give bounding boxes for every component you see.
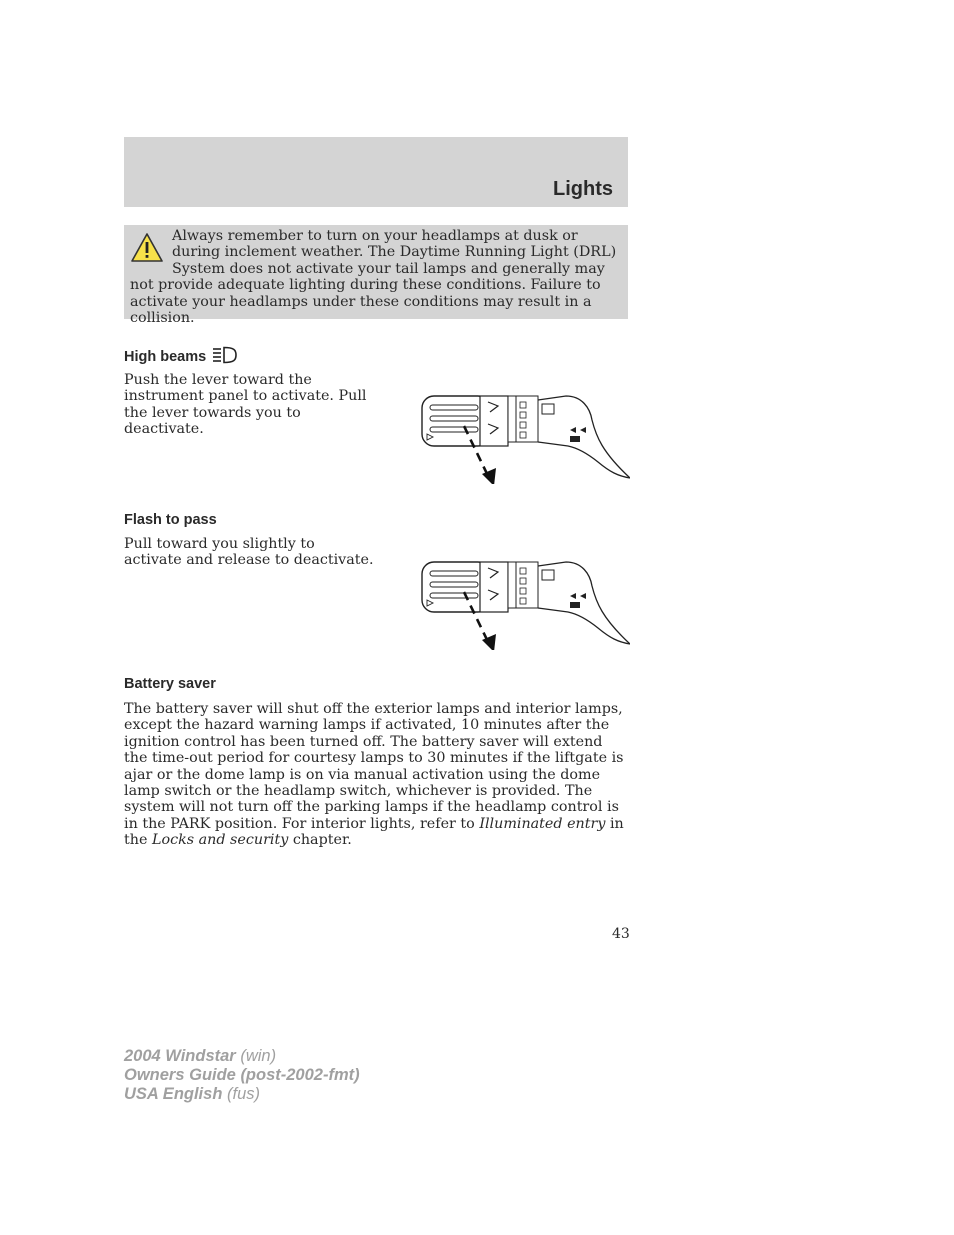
footer-line-2: [124, 1066, 360, 1085]
locks-and-security-reference: Locks and security: [151, 832, 289, 849]
battery-saver-heading: Battery saver: [124, 676, 216, 692]
footer-guide: Owners Guide (post-2002-fmt): [124, 1066, 360, 1084]
battery-saver-text-part2: in the: [124, 815, 624, 849]
flash-to-pass-heading: Flash to pass: [124, 512, 217, 528]
illuminated-entry-reference: Illuminated entry: [479, 815, 606, 832]
battery-saver-text: [124, 701, 628, 849]
page-number: 43: [612, 926, 630, 942]
lever-diagram-high-beams: [418, 392, 630, 484]
warning-triangle-icon: [130, 231, 164, 265]
flash-to-pass-text: Pull toward you slightly to activate and release to deactivate.: [124, 536, 374, 569]
warning-text: Always remember to turn on your headlamps at dusk or during inclement weather. The Daytime Running Light (DRL) System does not activate your tail lamps and generally may not provide adequate lighting during these conditions. Failure to activate your headlamps under these conditions may result in a collision.: [130, 228, 617, 327]
footer-line-1: [124, 1047, 360, 1066]
high-beam-icon: [212, 346, 238, 364]
footer-model: 2004 Windstar: [124, 1047, 236, 1065]
lever-diagram-flash-to-pass: [418, 558, 630, 650]
section-title: Lights: [553, 178, 613, 200]
footer-line-3: [124, 1085, 360, 1104]
battery-saver-text-part3: chapter.: [292, 832, 352, 849]
warning-box: [124, 225, 628, 327]
battery-saver-text-part1: The battery saver will shut off the exterior lamps and interior lamps, except the hazard warning lamps if activated, 10 minutes after the ignition control has been turned off. The battery saver will extend the time-out period for courtesy lamps to 30 minutes if the liftgate is ajar or the dome lamp is on via manual activation using the dome lamp switch or the headlamp switch, whichever is provided. The system will not turn off the parking lamps if the headlamp control is in the PARK position. For interior lights, refer to: [124, 701, 624, 832]
footer-language: USA English: [124, 1085, 223, 1103]
footer-language-code: (fus): [227, 1085, 260, 1103]
high-beams-text: Push the lever toward the instrument panel to activate. Pull the lever towards you to deactivate.: [124, 372, 367, 438]
footer-model-code: (win): [240, 1047, 277, 1065]
section-header-band: [124, 137, 628, 207]
document-footer: [124, 1047, 360, 1104]
high-beams-heading: [124, 346, 238, 365]
high-beams-title: High beams: [124, 349, 207, 365]
